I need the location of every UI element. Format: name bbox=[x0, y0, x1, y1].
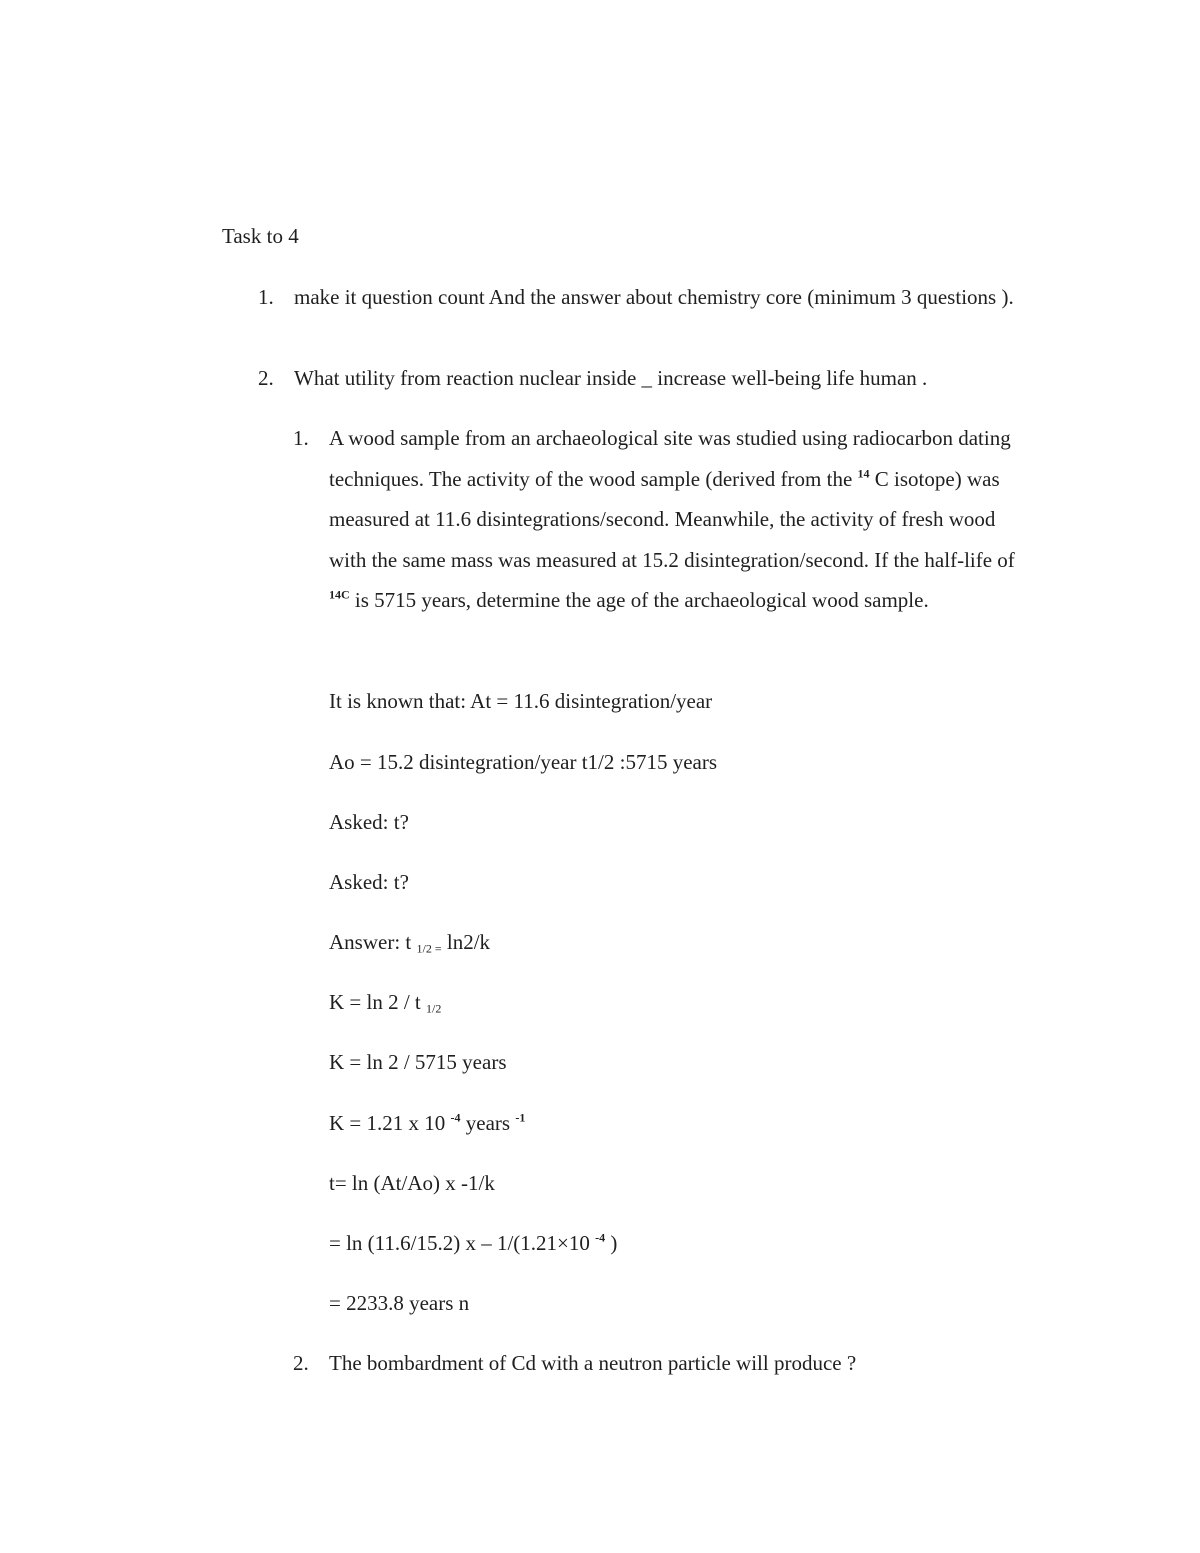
known-values: It is known that: At = 11.6 disintegration/year bbox=[329, 689, 713, 713]
answer-formula: Answer: t $_{1/2 =}$ ln2/k bbox=[329, 930, 491, 956]
task-item-1 bbox=[258, 277, 1018, 317]
k-result: K = 1.21 x 10 $^{-4}$ years $^{-1}$ bbox=[329, 1110, 526, 1135]
task-text: make it question count And the answer about chemistry core (minimum 3 questions ). bbox=[294, 285, 1014, 309]
t-substitution: = ln (11.6/15.2) x – 1/(1.21×10 $^{-4}$ ) bbox=[329, 1230, 618, 1255]
t-formula: t= ln (At/Ao) x -1/k bbox=[329, 1171, 495, 1195]
asked-line: Asked: t? bbox=[329, 870, 409, 894]
question-number: 1. bbox=[293, 426, 309, 450]
initial-activity: Ao = 15.2 disintegration/year t1/2 :5715 years bbox=[329, 750, 718, 774]
question-number: 2. bbox=[293, 1351, 309, 1375]
task-number: 2. bbox=[258, 366, 274, 390]
task-number: 1. bbox=[258, 285, 274, 309]
question-text: A wood sample from an archaeological site was studied using radiocarbon dating techniques. The activity of the wood sample (derived from the $^{14}$ C isotope) was measured at 11.6 disintegrations/second. Meanwhile, the activity of fresh wood with the same mass was measured at 15.2 disintegration/second. If the half-life of $^{14C}$ is 5715 years, determine the age of the archaeological wood sample. bbox=[329, 426, 1015, 612]
question-1 bbox=[293, 418, 1033, 621]
k-formula: K = ln 2 / t $_{1/2}$ bbox=[329, 990, 442, 1016]
task-text: What utility from reaction nuclear inside _ increase well-being life human . bbox=[294, 366, 928, 390]
asked-line: Asked: t? bbox=[329, 810, 409, 834]
k-substitution: K = ln 2 / 5715 years bbox=[329, 1050, 507, 1074]
t-result: = 2233.8 years n bbox=[329, 1291, 470, 1315]
document-title: Task to 4 bbox=[222, 224, 299, 248]
question-text: The bombardment of Cd with a neutron particle will produce ? bbox=[329, 1351, 857, 1375]
task-item-2 bbox=[258, 358, 1018, 398]
question-2 bbox=[293, 1343, 1033, 1384]
